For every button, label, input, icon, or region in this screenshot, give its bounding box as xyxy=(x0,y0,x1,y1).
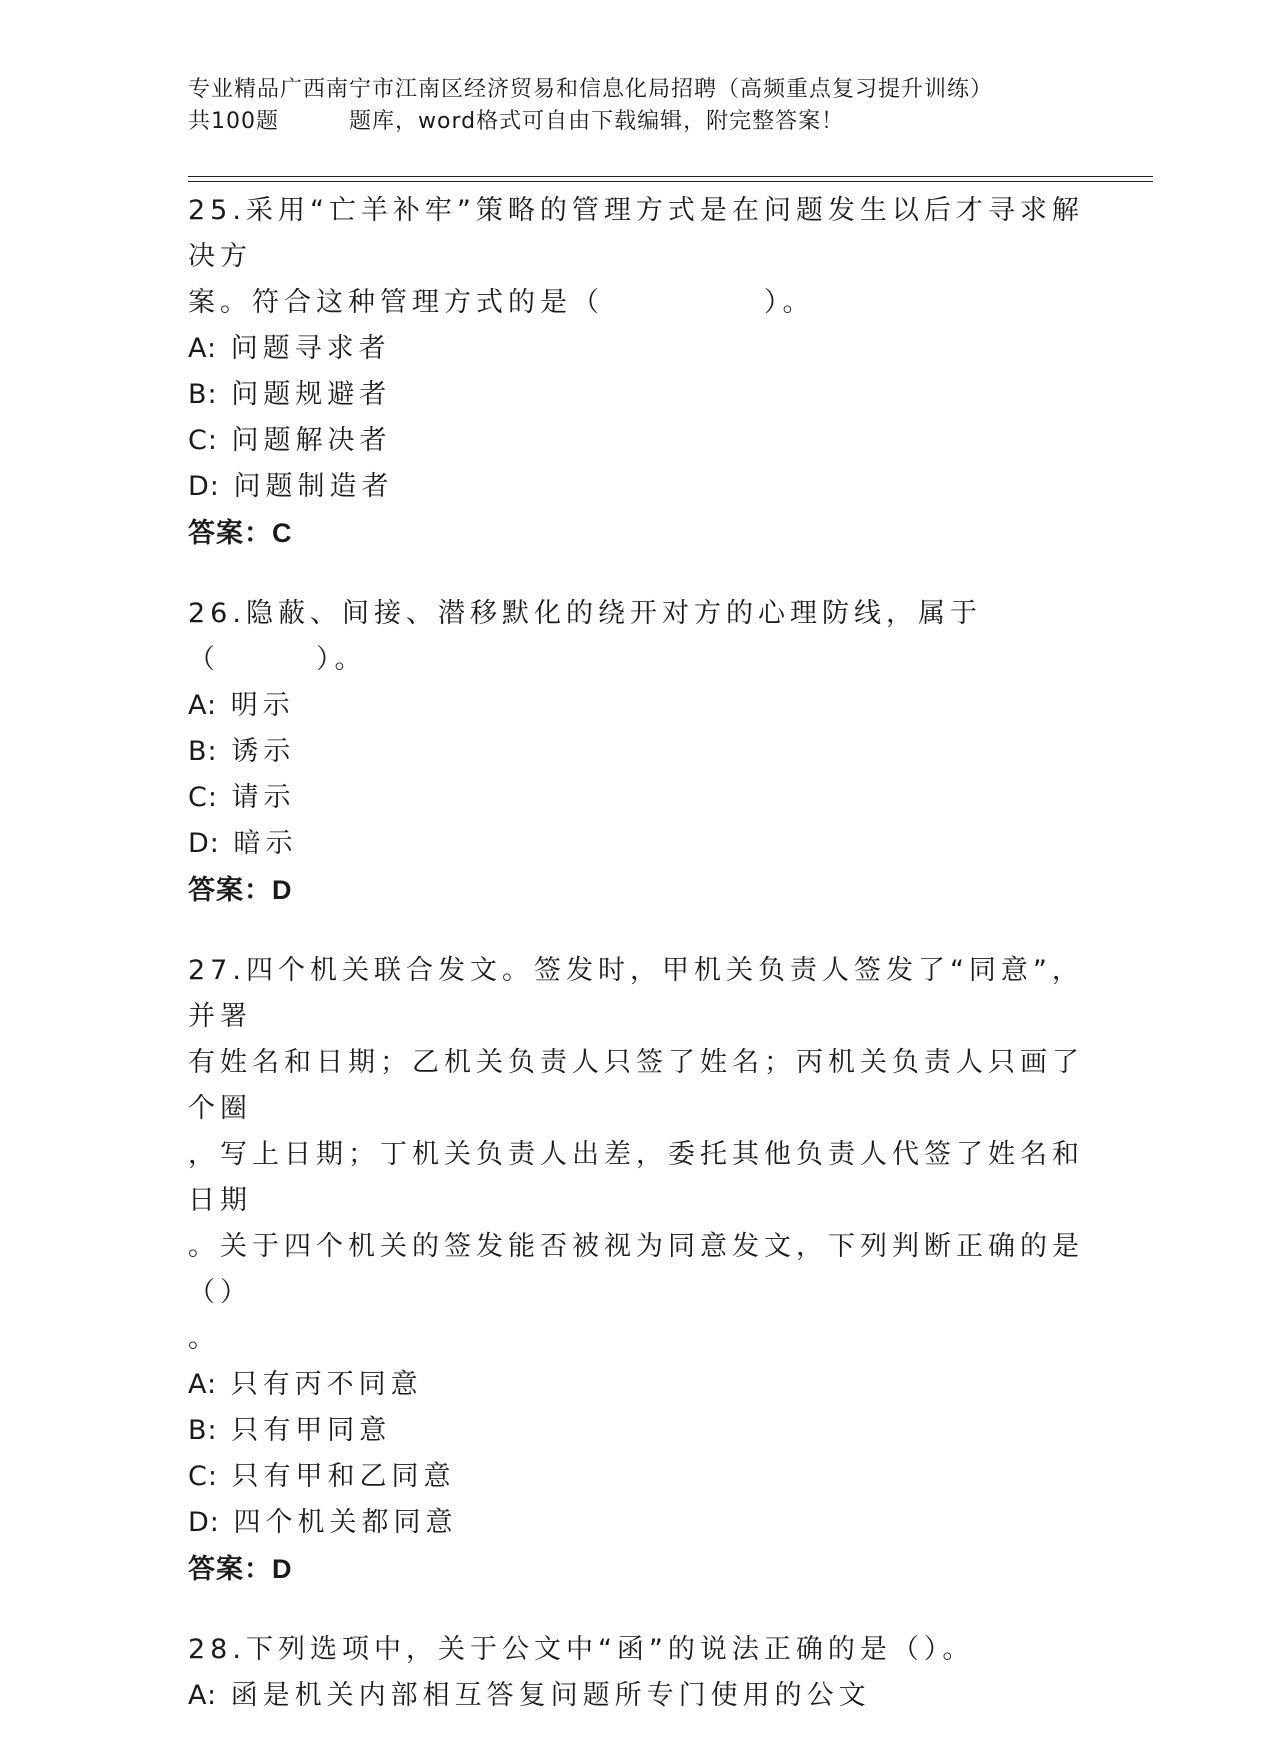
option-a xyxy=(188,1673,1088,1719)
option-text: 请示 xyxy=(231,782,296,813)
question-25 xyxy=(188,188,1088,557)
answer-label: 答案： xyxy=(188,875,272,906)
option-a xyxy=(188,326,1088,372)
question-list xyxy=(188,188,1088,1753)
option-d xyxy=(188,1500,1088,1546)
header-subtitle-line xyxy=(188,106,1088,138)
option-letter: B: xyxy=(188,379,218,410)
question-text-line: 。关于四个机关的签发能否被视为同意发文，下列判断正确的是（） xyxy=(188,1231,1084,1308)
question-text-line: 27.四个机关联合发文。签发时，甲机关负责人签发了“同意”，并署 xyxy=(188,955,1084,1032)
option-d xyxy=(188,821,1088,867)
option-letter: C: xyxy=(188,782,218,813)
option-letter: C: xyxy=(188,425,218,456)
question-28 xyxy=(188,1627,1088,1719)
option-letter: A: xyxy=(188,690,218,721)
question-text-line: 25.采用“亡羊补牢”策略的管理方式是在问题发生以后才寻求解决方 xyxy=(188,195,1084,272)
option-letter: B: xyxy=(188,1415,218,1446)
question-text-line: 。 xyxy=(188,1323,220,1354)
option-b xyxy=(188,1408,1088,1454)
option-letter: B: xyxy=(188,736,218,767)
answer-label: 答案： xyxy=(188,1554,272,1585)
header-rule-bottom xyxy=(188,181,1153,182)
option-c xyxy=(188,775,1088,821)
option-text: 函是机关内部相互答复问题所专门使用的公文 xyxy=(230,1680,871,1711)
option-a xyxy=(188,683,1088,729)
option-b xyxy=(188,372,1088,418)
question-text-line: ，写上日期；丁机关负责人出差，委托其他负责人代签了姓名和日期 xyxy=(188,1139,1084,1216)
option-text: 四个机关都同意 xyxy=(233,1507,458,1538)
option-c xyxy=(188,418,1088,464)
question-text-line: 案。符合这种管理方式的是（ ）。 xyxy=(188,287,815,318)
option-b xyxy=(188,729,1088,775)
option-text: 诱示 xyxy=(231,736,296,767)
answer-line xyxy=(188,510,1088,557)
question-text-line: 28.下列选项中，关于公文中“函”的说法正确的是（）。 xyxy=(188,1634,975,1665)
header-title-line: 专业精品广西南宁市江南区经济贸易和信息化局招聘（高频重点复习提升训练） xyxy=(188,77,994,102)
answer-label: 答案： xyxy=(188,518,272,549)
option-text: 问题规避者 xyxy=(231,379,392,410)
option-text: 只有甲和乙同意 xyxy=(231,1461,456,1492)
answer-value: D xyxy=(272,1554,293,1584)
question-text-line: 有姓名和日期；乙机关负责人只签了姓名；丙机关负责人只画了个圈 xyxy=(188,1047,1084,1124)
option-a xyxy=(188,1362,1088,1408)
option-text: 只有丙不同意 xyxy=(230,1369,423,1400)
question-26 xyxy=(188,591,1088,914)
question-27 xyxy=(188,948,1088,1593)
option-text: 问题寻求者 xyxy=(230,333,391,364)
document-header xyxy=(188,74,1088,138)
answer-line xyxy=(188,867,1088,914)
option-letter: A: xyxy=(188,1369,218,1400)
option-letter: C: xyxy=(188,1461,218,1492)
header-format-note: 题库，word格式可自由下载编辑，附完整答案！ xyxy=(349,109,845,134)
header-rule-top xyxy=(188,176,1153,177)
answer-line xyxy=(188,1546,1088,1593)
answer-value: C xyxy=(272,518,293,548)
option-letter: D: xyxy=(188,828,220,859)
answer-value: D xyxy=(272,875,293,905)
header-question-count: 共100题 xyxy=(188,109,279,134)
option-letter: A: xyxy=(188,333,218,364)
option-text: 明示 xyxy=(230,690,295,721)
option-letter: A: xyxy=(188,1680,218,1711)
option-c xyxy=(188,1454,1088,1500)
option-text: 只有甲同意 xyxy=(231,1415,392,1446)
option-letter: D: xyxy=(188,471,220,502)
option-text: 暗示 xyxy=(233,828,298,859)
option-text: 问题解决者 xyxy=(231,425,392,456)
option-text: 问题制造者 xyxy=(233,471,394,502)
option-d xyxy=(188,464,1088,510)
option-letter: D: xyxy=(188,1507,220,1538)
question-text-line: 26.隐蔽、间接、潜移默化的绕开对方的心理防线，属于（ ）。 xyxy=(188,598,982,675)
